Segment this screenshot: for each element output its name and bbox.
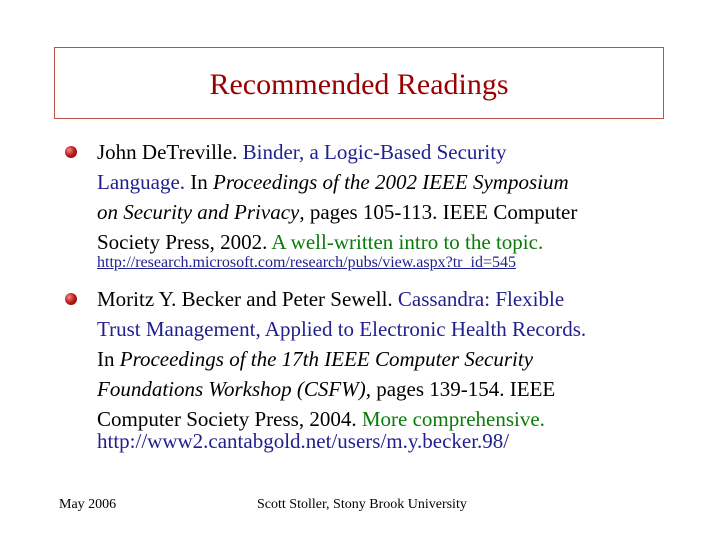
footer-author: Scott Stoller, Stony Brook University <box>257 497 467 512</box>
item1-url-link[interactable]: http://research.microsoft.com/research/pubs/view.aspx?tr_id=545 <box>97 254 516 271</box>
item1-title-part2: Language. <box>97 170 186 194</box>
item2-title-part2: Trust Management, Applied to Electronic Health Records. <box>97 317 587 341</box>
reading-item-1: John DeTreville. Binder, a Logic-Based Security Language. In Proceedings of the 2002 IEEE Symposium on Security and Privacy, pages 105-113. IEEE Computer Society Press, 2002. A well-written intro to the topic. <box>97 140 578 254</box>
item2-url-link[interactable]: http://www2.cantabgold.net/users/m.y.becker.98/ <box>97 429 510 453</box>
item1-title-part1: Binder, a Logic-Based Security <box>242 140 507 164</box>
item1-comment: A well-written intro to the topic. <box>271 230 544 254</box>
bullet-icon <box>65 293 77 305</box>
item2-venue-part1: Proceedings of the 17th IEEE Computer Security <box>119 347 534 371</box>
item1-venue-part2: on Security and Privacy <box>97 200 300 224</box>
item2-authors: Moritz Y. Becker and Peter Sewell. <box>97 287 398 311</box>
reading-item-2: Moritz Y. Becker and Peter Sewell. Cassandra: Flexible Trust Management, Applied to Electronic Health Records. In Proceedings of the 17th IEEE Computer Security Foundations Workshop (CSFW), pages 139-154. IEEE Computer Society Press, 2004. More comprehensive. <box>97 287 587 431</box>
item1-venue-part1: Proceedings of the 2002 IEEE Symposium <box>213 170 569 194</box>
item2-venue-part2: Foundations Workshop (CSFW), <box>97 377 371 401</box>
item1-authors: John DeTreville. <box>97 140 243 164</box>
item2-title-part1: Cassandra: Flexible <box>397 287 565 311</box>
bullet-icon <box>65 146 77 158</box>
item2-comment: More comprehensive. <box>361 407 545 431</box>
slide-title: Recommended Readings <box>209 68 509 101</box>
title-box <box>54 47 664 119</box>
footer-date: May 2006 <box>59 497 117 512</box>
